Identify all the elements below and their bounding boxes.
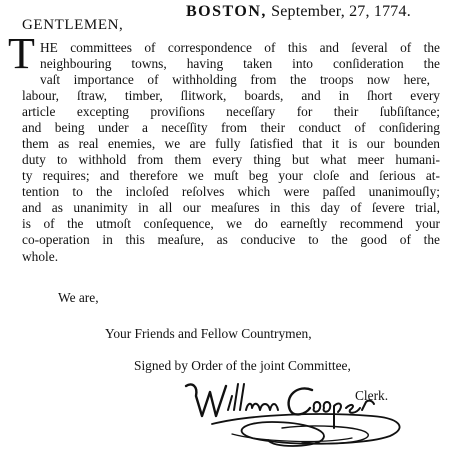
body-line-2: neighbouring towns, having taken into conſideration the [40, 56, 440, 71]
body-line-14: whole. [22, 249, 59, 264]
salutation: GENTLEMEN, [22, 17, 124, 33]
body-line-1: HE committees of correspondence of this and ſeveral of the [40, 40, 440, 55]
body-line-8: duty to withhold from them every thing but what meer humani- [22, 152, 440, 167]
body-line-6: and being under a neceſſity from their conduct of conſidering [22, 120, 440, 135]
body-line-5: article excepting proviſions neceſſary for their ſubſiſtance; [22, 104, 440, 119]
body-line-9: ty requires; and therefore we muſt beg your cloſe and ſerious at- [22, 168, 440, 183]
dateline-city: BOSTON, [186, 3, 267, 20]
body-line-12: is of the utmoſt conſequence, we do earneſtly recommend your [22, 216, 440, 231]
dateline [186, 3, 411, 21]
body-line-4: labour, ſtraw, timber, ſlitwork, boards, and in ſhort every [22, 88, 440, 103]
body-line-3: vaſt importance of withholding from the troops now here, [40, 72, 430, 87]
drop-cap: T [8, 29, 35, 78]
closing-friends: Your Friends and Fellow Countrymen, [105, 326, 312, 341]
body-line-11: and as unanimity in all our meaſures in this day of ſevere trial, [22, 200, 440, 215]
clerk-title: Clerk. [355, 388, 389, 403]
body-line-7: them as real enemies, we are fully ſatisfied that it is our bounden [22, 136, 440, 151]
handwritten-signature [172, 372, 432, 452]
closing-we-are: We are, [58, 290, 99, 305]
closing-signed-by: Signed by Order of the joint Committee, [134, 358, 351, 373]
body-line-10: tention to the incloſed reſolves which were paſſed unanimouſly; [22, 184, 440, 199]
body-line-13: co-operation in this meaſure, as conducive to the good of the [22, 232, 440, 247]
dateline-date: September, 27, 1774. [271, 3, 411, 20]
